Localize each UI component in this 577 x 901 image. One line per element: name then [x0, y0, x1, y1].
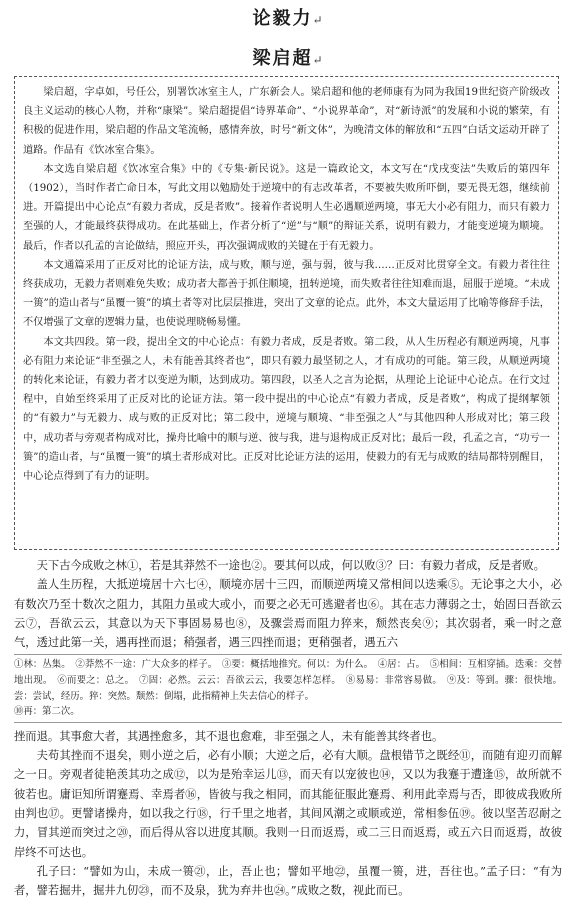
author-name — [0, 44, 577, 70]
main-paragraph: 盖人生历程，大抵逆境居十六七④，顺境亦居十三四，而顺逆两境又常相间以迭乘⑤。无论事之大小，必有数次乃至十数次之阻力，其阻力虽或大或小，而要之必无可逃避者也⑥。其在志力薄弱之士，始固曰吾欲云云⑦，吾欲云云，其意以为天下事固易易也⑧，及骤尝焉而阻力猝来，颓然丧矣⑨；其次弱者，乘一时之意气，透过此第一关，遇再挫而退；稍强者，遇三四挫而退；更稍强者，遇五六 — [14, 578, 562, 650]
footnote-line: ⑩再：第二次。 — [14, 706, 80, 718]
main-paragraph: 挫而退。其事愈大者，其遇挫愈多，其不退也愈难，非至强之人，未有能善其终者也。 — [14, 729, 444, 743]
footnote-line: ①林：丛集。 ②莽然不一途：广大众多的样子。 ③要：概括地推究。何以：为什么。 ④居：占。 ⑤相间：互相穿插。迭乘：交替地出现。 ⑥而要之：总之。 ⑦固：必然。云云：吾欲云云，我要怎样怎样。 ⑧易易：非常容易做。 ⑨及：等到。骤：很快地。尝：尝试，经历。猝：突然。颓然：倒塌，此指精神上失去信心的样子。 — [14, 659, 562, 702]
main-paragraph: 孔子曰：“譬如为山，未成一篑㉑，止，吾止也；譬如平地㉒，虽覆一篑，进，吾往也。”孟子曰：“有为者，譬若掘井，掘井九仞㉓，而不及泉，犹为弃井也㉔。”成败之数，视此而已。 — [14, 864, 562, 898]
footnotes — [14, 654, 562, 722]
intro-box — [14, 76, 559, 550]
article-title-text: 论毅力 — [252, 8, 313, 29]
intro-paragraph-author: 梁启超，字卓如，号任公，别署饮冰室主人，广东新会人。梁启超和他的老师康有为同为我国19世纪资产阶级改良主义运动的核心人物，并称“康梁”。梁启超提倡“诗界革命”、“小说界革命”，对“新诗派”的发展和小说的繁荣，有积极的促进作用，梁启超的作品文笔流畅，感情奔放，时号“新文体”，为晚清文体的解放和“五四”白话文运动开辟了道路。作品有《饮冰室合集》。 — [23, 87, 550, 156]
main-paragraph: 天下古今成败之林①，若是其莽然不一途也②。要其何以成，何以败③？曰：有毅力者成，反是者败。 — [36, 559, 545, 572]
paragraph-mark: ↵ — [312, 53, 325, 67]
author-name-text: 梁启超 — [252, 48, 313, 69]
intro-paragraph-method: 本文通篇采用了正反对比的论证方法，成与败，顺与逆，强与弱，彼与我……正反对比贯穿全文。有毅力者往往终获成功，无毅力者则难免失败；成功者大都善于抓住顺境，扭转逆境，而失败者往往知难而退，屈服于逆境。“未成一篑”的造山者与“虽覆一篑”的填土者等对比层层推进，突出了文章的论点。此外，本文大量运用了比喻等修辞手法，不仅增强了文章的逻辑力量，也使说理晓畅易懂。 — [23, 259, 550, 329]
intro-paragraph-structure: 本文共四段。第一段，提出全文的中心论点：有毅力者成，反是者败。第二段，从人生历程必有顺逆两境，凡事必有阻力来论证“非至强之人，未有能善其终者也”，即只有毅力最坚韧之人，才有成功的可能。第三段，从顺逆两境的转化来论证，有毅力者才以变逆为顺，达到成功。第四段，以圣人之言为论据，从理论上论证中心论点。在行文过程中，自始至终采用了正反对比的论证方法。第一段中提出的中心论点“有毅力者成，反是者败”，构成了提纲挈领的“有毅力”与无毅力、成与败的正反对比；第二段中，逆境与顺境、“非至强之人”与其他四种人形成对比；第三段中，成功者与旁观者构成对比，操舟比喻中的顺与逆、彼与我，进与退构成正反对比；最后一段，孔孟之言，“功亏一篑”的造山者，与“虽覆一篑”的填土者形成对比。正反对比论证方法的运用，使毅力的有无与成败的结局都特别醒目，中心论点得到了有力的证明。 — [23, 336, 550, 483]
article-title — [0, 4, 577, 30]
main-text — [14, 556, 562, 901]
main-paragraph: 夫苟其挫而不退矣，则小逆之后，必有小顺；大逆之后，必有大顺。盘根错节之既经⑪，而随有迎刃而解之一日。旁观者徒艳羡其功之成⑫，以为是殆幸运儿⑬，而天有以宠彼也⑭，又以为我蹇于遭逢⑮，故所就不彼若也。庸讵知所谓蹇焉、幸焉者⑯，皆彼与我之相同，而其能征服此蹇焉、利用此幸焉与否，即彼成我败所由判也⑰。更譬诸操舟，如以我之行⑱，行千里之地者，其间风潮之或顺或逆，常相参伍⑲。彼以坚苦忍耐之力，冒其逆而突过之⑳，而后得从容以进度其顺。我则一日而返焉，或二三日而返焉，或五六日而返焉，故彼岸终不可达也。 — [14, 749, 562, 859]
intro-paragraph-background: 本文选自梁启超《饮冰室合集》中的《专集·新民说》。这是一篇政论文，本文写在“戊戌变法”失败后的第四年（1902），当时作者亡命日本，写此文用以勉励处于逆境中的有志改革者，不要被失败所吓倒，要无畏无怨，继续前进。开篇提出中心论点“有毅力者成，反是者败”。接着作者说明人生必遇顺逆两境，事无大小必有阻力，而只有毅力至强的人，才能最终获得成功。在此基础上，作者分析了“逆”与“顺”的辩证关系，说明有毅力，才能变逆境为顺境。最后，作者以孔孟的言论做结，照应开头，再次强调成败的关键在于有无毅力。 — [23, 163, 550, 252]
paragraph-mark: ↵ — [312, 13, 325, 27]
